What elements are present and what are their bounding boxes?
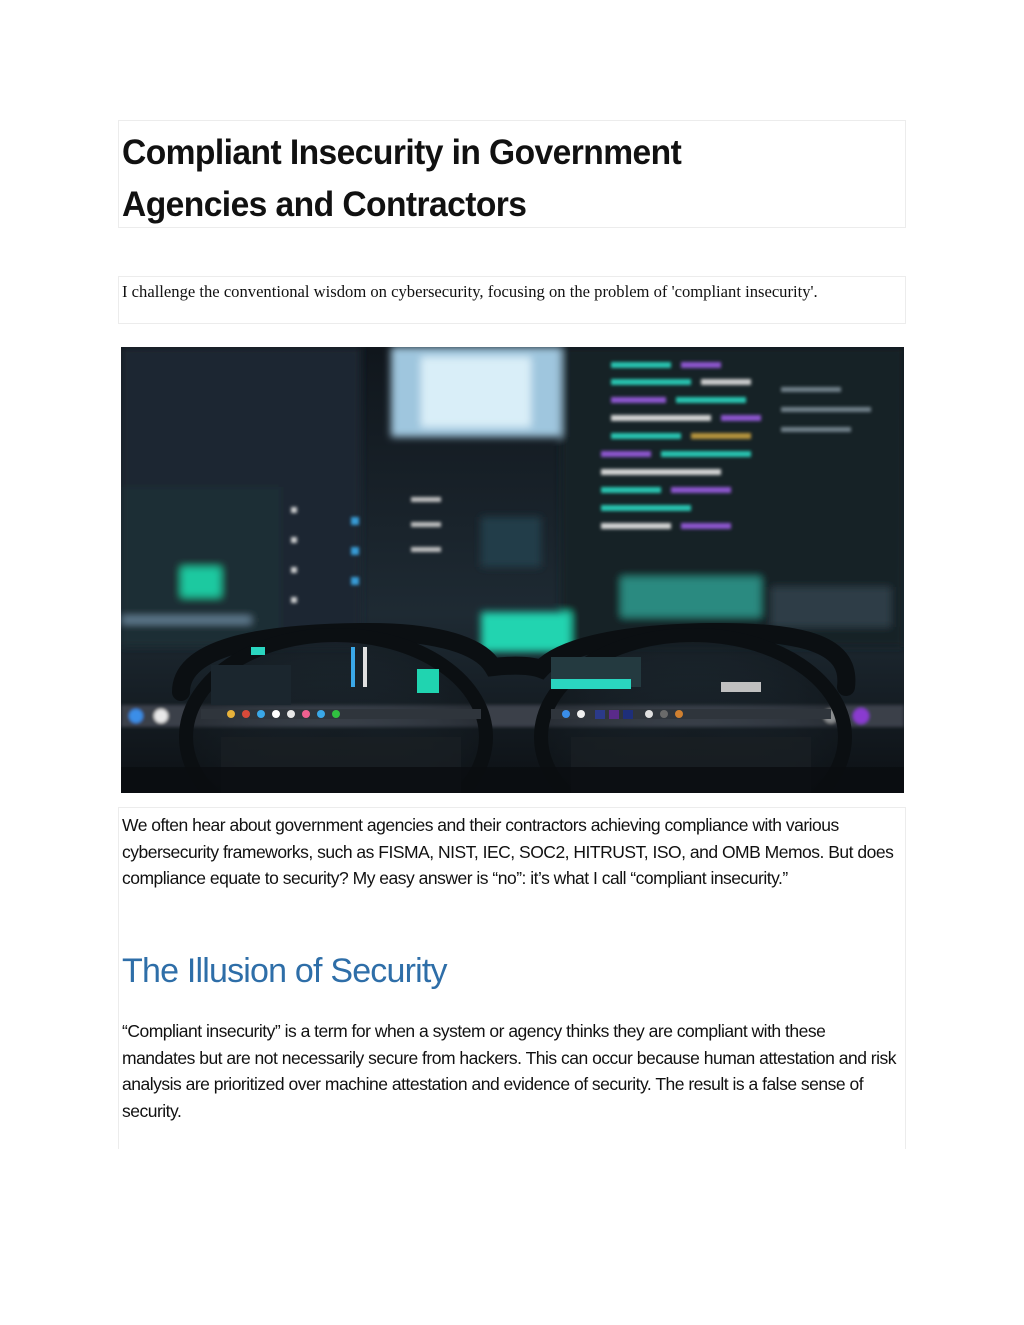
- body-paragraph-1: We often hear about government agencies and their contractors achieving compliance with various cybersecurity frameworks, such as FISMA, NIST, IEC, SOC2, HITRUST, ISO, and OMB Memos. But does compliance equate to security? My easy answer is “no”: it’s what I call “compliant insecurity.”: [122, 815, 894, 888]
- title-line-2: Agencies and Contractors: [122, 185, 527, 224]
- summary-block: [118, 276, 906, 324]
- title-line-1: Compliant Insecurity in Government: [122, 133, 682, 172]
- hero-image: [121, 347, 904, 793]
- title-block: [118, 120, 906, 228]
- body-paragraph-2: “Compliant insecurity” is a term for when a system or agency thinks they are compliant with these mandates but are not necessarily secure from hackers. This can occur because human attestation and risk analysis are prioritized over machine attestation and evidence of security. The result is a false sense of security.: [122, 1021, 897, 1121]
- page-title: [122, 129, 861, 223]
- article-body: [118, 807, 906, 1149]
- summary-text: I challenge the conventional wisdom on cybersecurity, focusing on the problem of 'compliant insecurity'.: [122, 282, 818, 301]
- hero-photo-illustration: [121, 347, 904, 793]
- section-heading: The Illusion of Security: [122, 952, 447, 990]
